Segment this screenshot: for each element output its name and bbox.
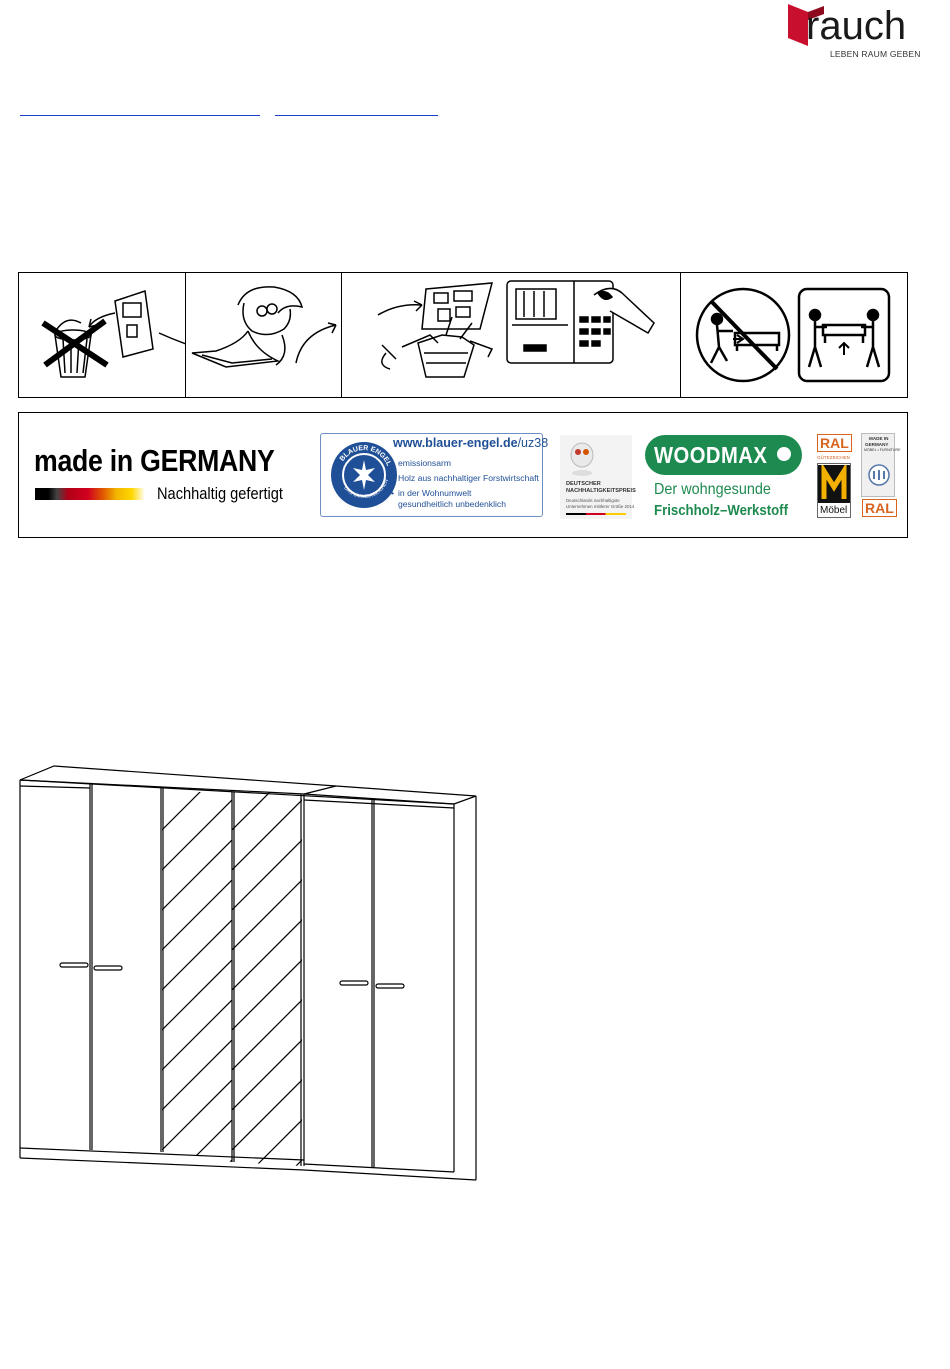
woodmax-logo xyxy=(645,435,802,475)
brand-tagline: LEBEN RAUM GEBEN xyxy=(830,49,921,59)
blauer-engel-item: • in der Wohnumwelt gesundheitlich unbedenklich xyxy=(398,488,528,510)
read-manual-icon xyxy=(186,273,341,397)
ral-guetezeichen-badge xyxy=(816,433,852,519)
blauer-engel-url-suffix: /uz38 xyxy=(517,436,549,450)
mig-line-1: MADE IN xyxy=(869,436,889,441)
award-trophy-icon xyxy=(568,439,596,479)
award-line-1: DEUTSCHER xyxy=(566,481,601,487)
lift-with-two-people-icon xyxy=(797,287,893,383)
brand-name: rauch xyxy=(806,4,907,48)
award-line-3b: Unternehmen mittlerer Größe 2014 xyxy=(566,504,635,509)
blauer-engel-item: • emissionsarm xyxy=(398,458,451,468)
wardrobe-drawing xyxy=(14,760,480,1185)
woodmax-tagline-2: Frischholz–Werkstoff xyxy=(654,502,788,519)
blauer-engel-seal-icon xyxy=(329,440,399,510)
mig-seal-icon xyxy=(868,464,890,486)
mig-card xyxy=(861,433,901,497)
made-in-germany-subtitle: Nachhaltig gefertigt xyxy=(157,484,283,503)
made-in-germany-title: made in GERMANY xyxy=(34,443,275,478)
award-flag-stripe xyxy=(566,513,626,515)
award-line-2: NACHHALTIGKEITSPREIS xyxy=(566,488,636,494)
woodmax-dot-icon xyxy=(777,447,791,461)
rauch-logo xyxy=(786,2,921,60)
mig-line-2: GERMANY xyxy=(865,442,889,447)
mirror-hatching xyxy=(232,760,314,1185)
instruction-strip xyxy=(18,272,908,398)
do-not-discard-manual-icon xyxy=(19,273,185,397)
blauer-engel-url xyxy=(393,436,548,450)
ral-label: GÜTEZEICHEN xyxy=(817,455,850,460)
moebel-label: Möbel xyxy=(820,505,848,516)
ral-made-in-germany-badge xyxy=(861,433,901,519)
award-line-3 xyxy=(566,498,634,510)
nachhaltigkeitspreis-badge xyxy=(560,435,636,519)
mig-line-3: MÖBEL • FURNITURE xyxy=(864,448,901,452)
blauer-engel-badge xyxy=(320,433,549,517)
document-link-2[interactable] xyxy=(275,115,438,116)
woodmax-name: WOODMAX xyxy=(654,442,768,468)
blauer-engel-item: • Holz aus nachhaltiger Forstwirtschaft xyxy=(398,473,539,483)
award-line-3a: Deutschlands nachhaltigste xyxy=(566,498,620,503)
seal-bottom-text: DAS UMWELTZEICHEN xyxy=(342,478,390,501)
ral-word: RAL xyxy=(817,434,852,452)
woodmax-tagline-1: Der wohngesunde xyxy=(654,481,771,498)
moebel-m-icon xyxy=(818,465,850,503)
ral-word-2: RAL xyxy=(862,499,897,517)
document-link-1[interactable] xyxy=(20,115,260,116)
certification-strip xyxy=(18,412,908,538)
moebel-mark xyxy=(817,463,851,518)
german-flag-bar xyxy=(35,488,145,500)
blauer-engel-url-prefix: www.blauer-engel.de xyxy=(393,436,518,450)
file-manual-icon xyxy=(342,273,680,397)
seal-top-text: BLAUER ENGEL xyxy=(338,444,393,468)
